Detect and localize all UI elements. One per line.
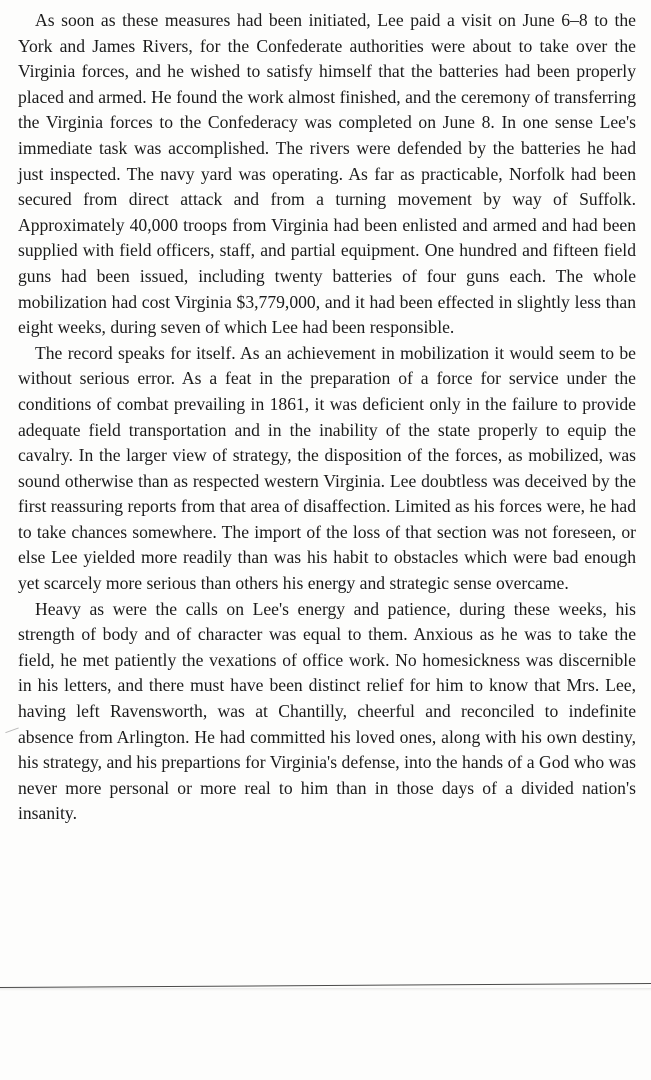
paragraph-record-assessment: The record speaks for itself. As an achievement in mobilization it would seem to be without serious error. As a feat in the preparation of a force for service under the conditions of combat prevailing in 1861, it was deficient only in the failure to provide adequate field transportation and in the inability of the state properly to equip the cavalry. In the larger view of strategy, the disposition of the forces, as mobilized, was sound otherwise than as respected western Virginia. Lee doubtless was deceived by the first reassuring reports from that area of disaffection. Limited as his forces were, he had to take chances somewhere. The import of the loss of that section was not foreseen, or else Lee yielded more readily than was his habit to obstacles which were bad enough yet scarcely more serious than others his energy and strategic sense overcame.	[18, 342, 636, 594]
paragraph-mobilization-summary: As soon as these measures had been initiated, Lee paid a visit on June 6–8 to the York and James Rivers, for the Confederate authorities were about to take over the Virginia forces, and he wished to satisfy himself that the batteries had been properly placed and armed. He found the work almost finished, and the ceremony of transferring the Virginia forces to the Confederacy was completed on June 8. In one sense Lee's immediate task was accomplished. The rivers were defended by the batteries he had just inspected. The navy yard was operating. As far as practicable, Norfolk had been secured from direct attack and from a turning movement by way of Suffolk. Approximately 40,000 troops from Virginia had been enlisted and armed and had been supplied with field officers, staff, and partial equipment. One hundred and fifteen field guns had been issued, including twenty batteries of four guns each. The whole mobilization had cost Virginia $3,779,000, and it had been effected in slightly less than eight weeks, during seven of which Lee had been responsible.	[18, 10, 636, 338]
body-text	[18, 8, 636, 827]
page-fold-shadow	[0, 988, 651, 991]
paragraph-lee-character: Heavy as were the calls on Lee's energy and patience, during these weeks, his strength of body and of character was equal to them. Anxious as he was to take the field, he met patiently the vexations of office work. No homesickness was discernible in his letters, and there must have been distinct relief for him to know that Mrs. Lee, having left Ravensworth, was at Chantilly, cheerful and reconciled to indefinite absence from Arlington. He had committed his loved ones, along with his own destiny, his strategy, and his prepartions for Virginia's defense, into the hands of a God who was never more personal or more real to him than in those days of a divided nation's insanity.	[18, 598, 636, 824]
margin-pencil-mark	[3, 722, 19, 733]
